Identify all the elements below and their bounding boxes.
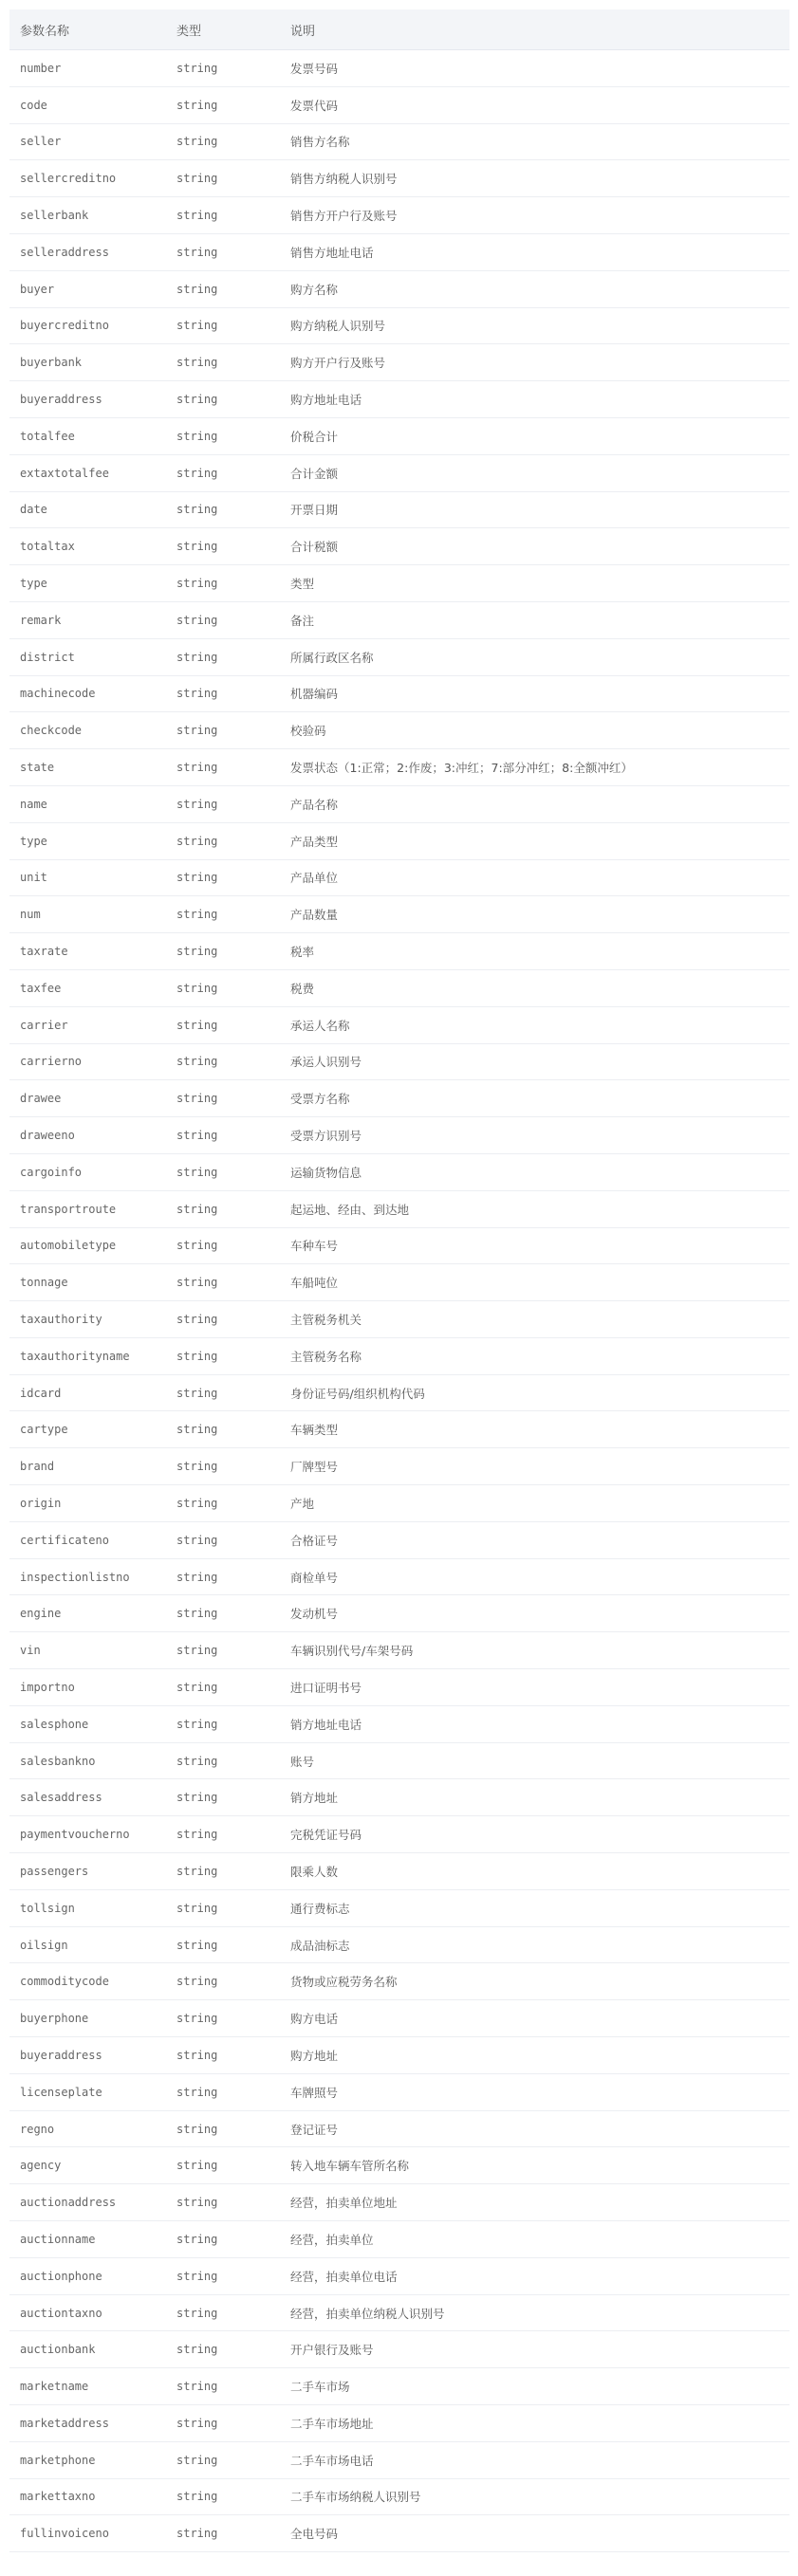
table-row bbox=[9, 1228, 789, 1265]
header-param-name: 参数名称 bbox=[20, 24, 70, 39]
param-type-cell: string bbox=[176, 1349, 218, 1363]
table-row bbox=[9, 676, 789, 713]
param-type-cell: string bbox=[176, 2159, 218, 2173]
param-name-cell: oilsign bbox=[20, 1938, 68, 1952]
param-description-cell: 所属行政区名称 bbox=[290, 650, 374, 665]
table-row bbox=[9, 1632, 789, 1669]
param-description-cell: 二手车市场 bbox=[290, 2380, 350, 2395]
table-row bbox=[9, 2442, 789, 2479]
table-row bbox=[9, 1191, 789, 1228]
param-description-cell: 账号 bbox=[290, 1754, 315, 1769]
param-type-cell: string bbox=[176, 1533, 218, 1547]
param-type-cell: string bbox=[176, 871, 218, 885]
param-type-cell: string bbox=[176, 1276, 218, 1290]
param-name-cell: vin bbox=[20, 1644, 41, 1658]
param-name-cell: extaxtotalfee bbox=[20, 466, 109, 480]
param-type-cell: string bbox=[176, 61, 218, 75]
param-name-cell: totalfee bbox=[20, 429, 75, 443]
param-name-cell: unit bbox=[20, 871, 47, 885]
param-description-cell: 货物或应税劳务名称 bbox=[290, 1975, 398, 1990]
param-description-cell: 销售方地址电话 bbox=[290, 245, 374, 260]
param-type-cell: string bbox=[176, 577, 218, 591]
param-type-cell: string bbox=[176, 2453, 218, 2467]
param-name-cell: origin bbox=[20, 1496, 62, 1510]
param-type-cell: string bbox=[176, 282, 218, 296]
param-name-cell: agency bbox=[20, 2159, 62, 2173]
table-row bbox=[9, 1338, 789, 1375]
param-description-cell: 二手车市场地址 bbox=[290, 2416, 374, 2431]
param-description-cell: 购方地址电话 bbox=[290, 393, 362, 408]
table-row bbox=[9, 50, 789, 87]
table-row bbox=[9, 1117, 789, 1154]
param-name-cell: passengers bbox=[20, 1864, 89, 1878]
param-name-cell: district bbox=[20, 650, 75, 664]
param-type-cell: string bbox=[176, 2343, 218, 2357]
param-description-cell: 产品名称 bbox=[290, 797, 339, 812]
param-description-cell: 成品油标志 bbox=[290, 1938, 350, 1953]
table-row bbox=[9, 1743, 789, 1780]
param-name-cell: auctionname bbox=[20, 2232, 96, 2246]
param-name-cell: auctiontaxno bbox=[20, 2306, 102, 2320]
param-name-cell: marketphone bbox=[20, 2453, 96, 2467]
table-row bbox=[9, 823, 789, 860]
table-row bbox=[9, 2405, 789, 2442]
param-name-cell: totaltax bbox=[20, 540, 75, 554]
param-type-cell: string bbox=[176, 1386, 218, 1400]
param-name-cell: name bbox=[20, 797, 47, 811]
param-name-cell: engine bbox=[20, 1607, 62, 1621]
table-row bbox=[9, 1522, 789, 1559]
table-row bbox=[9, 528, 789, 565]
param-name-cell: tonnage bbox=[20, 1276, 68, 1290]
param-type-cell: string bbox=[176, 98, 218, 112]
param-description-cell: 限乘人数 bbox=[290, 1864, 339, 1879]
table-body bbox=[9, 50, 789, 2552]
param-name-cell: tollsign bbox=[20, 1901, 75, 1915]
param-type-cell: string bbox=[176, 1607, 218, 1621]
param-name-cell: commoditycode bbox=[20, 1975, 109, 1989]
table-row bbox=[9, 1669, 789, 1706]
param-type-cell: string bbox=[176, 2527, 218, 2541]
param-description-cell: 机器编码 bbox=[290, 687, 339, 702]
param-name-cell: buyeraddress bbox=[20, 393, 102, 407]
param-description-cell: 销售方开户行及账号 bbox=[290, 209, 398, 224]
table-row bbox=[9, 860, 789, 897]
param-name-cell: draweeno bbox=[20, 1129, 75, 1142]
table-row bbox=[9, 2000, 789, 2037]
param-type-cell: string bbox=[176, 1460, 218, 1474]
param-description-cell: 产品单位 bbox=[290, 871, 339, 886]
param-name-cell: salesbankno bbox=[20, 1754, 96, 1768]
param-type-cell: string bbox=[176, 2306, 218, 2320]
table-row bbox=[9, 1706, 789, 1743]
param-description-cell: 身份证号码/组织机构代码 bbox=[290, 1386, 425, 1401]
table-row bbox=[9, 160, 789, 197]
table-row bbox=[9, 2111, 789, 2148]
table-row bbox=[9, 1485, 789, 1522]
param-name-cell: type bbox=[20, 834, 47, 848]
param-description-cell: 车船吨位 bbox=[290, 1276, 339, 1291]
param-name-cell: licenseplate bbox=[20, 2085, 102, 2099]
param-type-cell: string bbox=[176, 1717, 218, 1731]
param-type-cell: string bbox=[176, 172, 218, 186]
param-description-cell: 销方地址电话 bbox=[290, 1717, 362, 1732]
param-type-cell: string bbox=[176, 797, 218, 811]
param-description-cell: 合格证号 bbox=[290, 1533, 339, 1548]
param-name-cell: transportroute bbox=[20, 1202, 117, 1216]
param-description-cell: 承运人名称 bbox=[290, 1018, 350, 1033]
table-row bbox=[9, 2515, 789, 2552]
param-description-cell: 产品类型 bbox=[290, 834, 339, 849]
table-row bbox=[9, 1559, 789, 1596]
param-type-cell: string bbox=[176, 2416, 218, 2430]
header-description: 说明 bbox=[290, 24, 316, 39]
param-type-cell: string bbox=[176, 1496, 218, 1510]
param-description-cell: 开户银行及账号 bbox=[290, 2343, 374, 2358]
param-name-cell: inspectionlistno bbox=[20, 1570, 130, 1584]
param-description-cell: 合计金额 bbox=[290, 466, 339, 481]
table-row bbox=[9, 1853, 789, 1890]
param-type-cell: string bbox=[176, 1828, 218, 1842]
table-row bbox=[9, 418, 789, 455]
param-name-cell: machinecode bbox=[20, 687, 96, 701]
table-row bbox=[9, 1080, 789, 1117]
table-row bbox=[9, 639, 789, 676]
table-row bbox=[9, 2074, 789, 2111]
param-name-cell: buyercreditno bbox=[20, 319, 109, 333]
param-type-cell: string bbox=[176, 1055, 218, 1069]
param-description-cell: 车辆识别代号/车架号码 bbox=[290, 1644, 414, 1659]
param-name-cell: carrierno bbox=[20, 1055, 83, 1069]
param-type-cell: string bbox=[176, 1754, 218, 1768]
param-type-cell: string bbox=[176, 2490, 218, 2504]
param-name-cell: buyerbank bbox=[20, 356, 83, 370]
param-description-cell: 经营，拍卖单位地址 bbox=[290, 2196, 398, 2211]
param-name-cell: date bbox=[20, 503, 47, 517]
table-row bbox=[9, 87, 789, 124]
table-row bbox=[9, 2184, 789, 2221]
table-row bbox=[9, 749, 789, 786]
param-description-cell: 发票号码 bbox=[290, 61, 339, 76]
param-type-cell: string bbox=[176, 2196, 218, 2210]
param-type-cell: string bbox=[176, 1864, 218, 1878]
param-description-cell: 购方电话 bbox=[290, 2012, 339, 2027]
param-name-cell: taxauthority bbox=[20, 1312, 102, 1326]
param-type-cell: string bbox=[176, 1938, 218, 1952]
param-name-cell: taxrate bbox=[20, 945, 68, 959]
table-row bbox=[9, 970, 789, 1007]
param-name-cell: buyer bbox=[20, 282, 55, 296]
param-description-cell: 合计税额 bbox=[290, 540, 339, 555]
param-description-cell: 主管税务机关 bbox=[290, 1312, 362, 1327]
param-name-cell: carrier bbox=[20, 1018, 68, 1032]
param-description-cell: 产地 bbox=[290, 1496, 315, 1511]
param-name-cell: idcard bbox=[20, 1386, 62, 1400]
param-description-cell: 发票状态（1:正常；2:作废；3:冲红；7:部分冲红；8:全额冲红） bbox=[290, 761, 633, 776]
param-type-cell: string bbox=[176, 908, 218, 922]
param-name-cell: state bbox=[20, 761, 55, 775]
table-row bbox=[9, 1890, 789, 1927]
param-type-cell: string bbox=[176, 2232, 218, 2246]
param-description-cell: 校验码 bbox=[290, 724, 326, 739]
param-name-cell: num bbox=[20, 908, 41, 922]
param-description-cell: 销售方名称 bbox=[290, 135, 350, 150]
table-row bbox=[9, 1301, 789, 1338]
param-type-cell: string bbox=[176, 1312, 218, 1326]
param-description-cell: 完税凭证号码 bbox=[290, 1828, 362, 1843]
param-name-cell: number bbox=[20, 61, 62, 75]
table-row bbox=[9, 1779, 789, 1816]
param-description-cell: 登记证号 bbox=[290, 2122, 339, 2137]
param-type-cell: string bbox=[176, 650, 218, 664]
param-type-cell: string bbox=[176, 1644, 218, 1658]
param-name-cell: salesphone bbox=[20, 1717, 89, 1731]
param-type-cell: string bbox=[176, 356, 218, 370]
param-name-cell: taxauthorityname bbox=[20, 1349, 130, 1363]
param-name-cell: markettaxno bbox=[20, 2490, 96, 2504]
param-name-cell: marketaddress bbox=[20, 2416, 109, 2430]
param-description-cell: 受票方名称 bbox=[290, 1092, 350, 1107]
param-description-cell: 二手车市场电话 bbox=[290, 2453, 374, 2468]
param-type-cell: string bbox=[176, 687, 218, 701]
param-name-cell: cartype bbox=[20, 1423, 68, 1437]
param-type-cell: string bbox=[176, 209, 218, 223]
table-row bbox=[9, 1007, 789, 1044]
table-row bbox=[9, 2295, 789, 2332]
param-type-cell: string bbox=[176, 1975, 218, 1989]
table-row bbox=[9, 1044, 789, 1081]
param-description-cell: 开票日期 bbox=[290, 503, 339, 518]
table-row bbox=[9, 124, 789, 161]
table-row bbox=[9, 933, 789, 970]
param-name-cell: auctionphone bbox=[20, 2269, 102, 2283]
param-type-cell: string bbox=[176, 393, 218, 407]
param-description-cell: 购方地址 bbox=[290, 2048, 339, 2063]
param-description-cell: 经营，拍卖单位 bbox=[290, 2232, 374, 2247]
param-description-cell: 价税合计 bbox=[290, 429, 339, 444]
param-description-cell: 车牌照号 bbox=[290, 2085, 339, 2100]
param-description-cell: 厂牌型号 bbox=[290, 1460, 339, 1475]
param-name-cell: code bbox=[20, 98, 47, 112]
param-type-cell: string bbox=[176, 1901, 218, 1915]
param-description-cell: 主管税务名称 bbox=[290, 1349, 362, 1364]
param-name-cell: drawee bbox=[20, 1092, 62, 1106]
param-description-cell: 税率 bbox=[290, 945, 315, 960]
param-type-cell: string bbox=[176, 2380, 218, 2394]
param-type-cell: string bbox=[176, 2269, 218, 2283]
param-type-cell: string bbox=[176, 2012, 218, 2026]
table-row bbox=[9, 455, 789, 492]
table-row bbox=[9, 1264, 789, 1301]
param-name-cell: regno bbox=[20, 2122, 55, 2136]
param-type-cell: string bbox=[176, 2122, 218, 2136]
param-description-cell: 转入地车辆车管所名称 bbox=[290, 2159, 410, 2174]
param-type-cell: string bbox=[176, 1423, 218, 1437]
param-name-cell: buyeraddress bbox=[20, 2048, 102, 2062]
param-type-cell: string bbox=[176, 1129, 218, 1142]
param-description-cell: 类型 bbox=[290, 577, 315, 592]
param-name-cell: salesaddress bbox=[20, 1791, 102, 1805]
param-name-cell: auctionaddress bbox=[20, 2196, 117, 2210]
param-name-cell: certificateno bbox=[20, 1533, 109, 1547]
param-name-cell: auctionbank bbox=[20, 2343, 96, 2357]
param-type-cell: string bbox=[176, 503, 218, 517]
param-name-cell: sellercreditno bbox=[20, 172, 117, 186]
param-description-cell: 进口证明书号 bbox=[290, 1680, 362, 1695]
param-description-cell: 产品数量 bbox=[290, 908, 339, 923]
param-description-cell: 税费 bbox=[290, 981, 315, 996]
param-description-cell: 发动机号 bbox=[290, 1607, 339, 1622]
param-type-cell: string bbox=[176, 429, 218, 443]
param-name-cell: importno bbox=[20, 1680, 75, 1694]
table-row bbox=[9, 2147, 789, 2184]
table-row bbox=[9, 786, 789, 823]
table-row bbox=[9, 896, 789, 933]
param-description-cell: 经营，拍卖单位电话 bbox=[290, 2269, 398, 2284]
param-type-cell: string bbox=[176, 1239, 218, 1253]
param-name-cell: fullinvoiceno bbox=[20, 2527, 109, 2541]
param-name-cell: sellerbank bbox=[20, 209, 89, 223]
param-type-cell: string bbox=[176, 2048, 218, 2062]
param-name-cell: taxfee bbox=[20, 981, 62, 995]
param-type-cell: string bbox=[176, 540, 218, 554]
param-type-cell: string bbox=[176, 945, 218, 959]
param-description-cell: 销售方纳税人识别号 bbox=[290, 172, 398, 187]
param-type-cell: string bbox=[176, 135, 218, 149]
param-description-cell: 备注 bbox=[290, 613, 315, 628]
table-row bbox=[9, 1816, 789, 1853]
param-description-cell: 车种车号 bbox=[290, 1239, 339, 1254]
param-description-cell: 承运人识别号 bbox=[290, 1055, 362, 1070]
param-description-cell: 起运地、经由、到达地 bbox=[290, 1202, 410, 1217]
param-type-cell: string bbox=[176, 761, 218, 775]
parameter-table bbox=[9, 9, 789, 2552]
param-type-cell: string bbox=[176, 245, 218, 259]
table-row bbox=[9, 381, 789, 418]
table-row bbox=[9, 308, 789, 345]
param-type-cell: string bbox=[176, 466, 218, 480]
param-type-cell: string bbox=[176, 1092, 218, 1106]
param-type-cell: string bbox=[176, 1018, 218, 1032]
param-type-cell: string bbox=[176, 2085, 218, 2099]
param-description-cell: 购方开户行及账号 bbox=[290, 356, 386, 371]
param-type-cell: string bbox=[176, 1202, 218, 1216]
param-name-cell: selleraddress bbox=[20, 245, 109, 259]
param-description-cell: 全电号码 bbox=[290, 2527, 339, 2542]
header-type: 类型 bbox=[176, 24, 202, 39]
table-row bbox=[9, 2479, 789, 2516]
param-type-cell: string bbox=[176, 724, 218, 738]
param-type-cell: string bbox=[176, 981, 218, 995]
table-row bbox=[9, 1375, 789, 1412]
param-name-cell: buyerphone bbox=[20, 2012, 89, 2026]
table-row bbox=[9, 2368, 789, 2405]
param-description-cell: 商检单号 bbox=[290, 1570, 339, 1585]
param-name-cell: marketname bbox=[20, 2380, 89, 2394]
table-row bbox=[9, 712, 789, 749]
param-description-cell: 经营，拍卖单位纳税人识别号 bbox=[290, 2306, 445, 2321]
table-row bbox=[9, 2221, 789, 2258]
table-row bbox=[9, 271, 789, 308]
table-row bbox=[9, 1411, 789, 1448]
table-row bbox=[9, 234, 789, 271]
param-type-cell: string bbox=[176, 1570, 218, 1584]
param-type-cell: string bbox=[176, 613, 218, 627]
table-row bbox=[9, 1595, 789, 1632]
table-row bbox=[9, 492, 789, 529]
param-description-cell: 发票代码 bbox=[290, 98, 339, 113]
table-row bbox=[9, 1154, 789, 1191]
param-description-cell: 购方名称 bbox=[290, 282, 339, 297]
param-name-cell: type bbox=[20, 577, 47, 591]
param-name-cell: seller bbox=[20, 135, 62, 149]
param-name-cell: automobiletype bbox=[20, 1239, 117, 1253]
param-type-cell: string bbox=[176, 1165, 218, 1179]
table-row bbox=[9, 1963, 789, 2000]
param-name-cell: remark bbox=[20, 613, 62, 627]
param-type-cell: string bbox=[176, 834, 218, 848]
param-description-cell: 受票方识别号 bbox=[290, 1129, 362, 1143]
param-name-cell: paymentvoucherno bbox=[20, 1828, 130, 1842]
param-type-cell: string bbox=[176, 1791, 218, 1805]
param-description-cell: 二手车市场纳税人识别号 bbox=[290, 2490, 421, 2505]
table-row bbox=[9, 2037, 789, 2074]
table-row bbox=[9, 602, 789, 639]
param-description-cell: 车辆类型 bbox=[290, 1423, 339, 1438]
table-row bbox=[9, 2258, 789, 2295]
param-name-cell: brand bbox=[20, 1460, 55, 1474]
param-description-cell: 通行费标志 bbox=[290, 1901, 350, 1916]
table-row bbox=[9, 344, 789, 381]
param-description-cell: 购方纳税人识别号 bbox=[290, 319, 386, 334]
table-header-row bbox=[9, 9, 789, 50]
param-type-cell: string bbox=[176, 319, 218, 333]
table-row bbox=[9, 565, 789, 602]
param-type-cell: string bbox=[176, 1680, 218, 1694]
param-description-cell: 销方地址 bbox=[290, 1791, 339, 1806]
param-name-cell: cargoinfo bbox=[20, 1165, 83, 1179]
table-row bbox=[9, 2331, 789, 2368]
param-description-cell: 运输货物信息 bbox=[290, 1165, 362, 1180]
table-row bbox=[9, 197, 789, 234]
param-name-cell: checkcode bbox=[20, 724, 83, 738]
table-row bbox=[9, 1448, 789, 1485]
table-row bbox=[9, 1927, 789, 1964]
